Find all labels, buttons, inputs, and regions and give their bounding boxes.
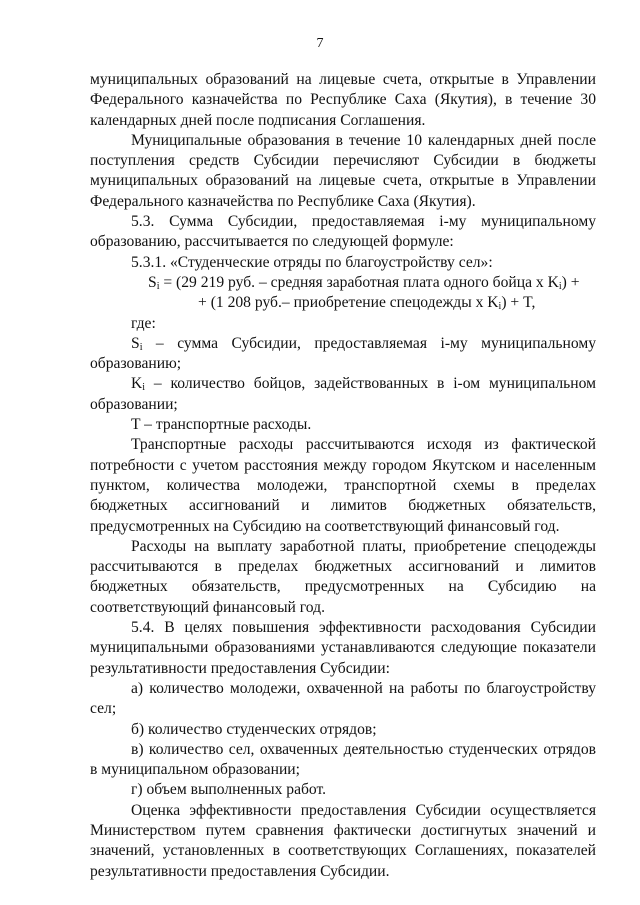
formula-part: ) + T, [501, 294, 536, 312]
indicator-b: б) количество студенческих отрядов; [131, 720, 377, 738]
definition-text: – количество бойцов, задействованных в i-ом муниципальном образовании; [90, 375, 596, 413]
page-number: 7 [316, 36, 324, 51]
symbol: S [131, 334, 140, 352]
where-label: где: [131, 314, 156, 332]
definition-text: – сумма Субсидии, предоставляемая i-му муниципальному образованию; [90, 334, 596, 373]
paragraph-transport: Транспортные расходы рассчитываются исходя из фактической потребности с учетом расстояния между городом Якутском и населенным пунктом, количества молодежи, транспортной схемы в пределах бюджетных ассигнований и лимитов бюджетных обязательств, предусмотренных на Субсидию на соответствующий финансовый год. [90, 436, 596, 535]
indicator-a: а) количество молодежи, охваченной на работы по благоустройству сел; [90, 679, 596, 718]
formula-sub-i: i [558, 280, 562, 292]
formula-part: = (29 219 руб. – средняя заработная плата одного бойца х K [159, 273, 559, 291]
formula-part: ) + [561, 273, 580, 291]
document-body [90, 70, 596, 882]
formula-sub-i: i [498, 301, 502, 313]
formula-sub-i: i [156, 280, 160, 292]
section-5-3: 5.3. Сумма Субсидии, предоставляемая i-му муниципальному образованию, рассчитывается по следующей формуле: [90, 213, 596, 251]
paragraph-salary: Расходы на выплату заработной платы, приобретение спецодежды рассчитываются в пределах бюджетных ассигнований и лимитов бюджетных обязательств, предусмотренных на Субсидию на соответствующий финансовый год. [90, 537, 596, 616]
formula-line-2 [90, 293, 596, 313]
section-5-3-1: 5.3.1. «Студенческие отряды по благоустройству сел»: [131, 253, 493, 271]
paragraph-evaluation: Оценка эффективности предоставления Субсидии осуществляется Министерством путем сравнения фактически достигнутых значений и значений, установленных в соответствующих Соглашениях, показателей результативности предоставления Субсидии. [90, 801, 596, 880]
symbol-sub: i [142, 382, 146, 394]
paragraph-transfer: Муниципальные образования в течение 10 календарных дней после поступления средств Субсидии перечисляют Субсидии в бюджеты муниципальных образований на лицевые счета, открытые в Управлении Федерального казначейства по Республике Саха (Якутия). [90, 131, 596, 210]
symbol: K [131, 375, 143, 393]
definition-ki [90, 374, 596, 415]
section-5-4: 5.4. В целях повышения эффективности расходования Субсидии муниципальными образованиями устанавливаются следующие показатели результативности предоставления Субсидии: [90, 619, 596, 677]
formula-s: S [148, 273, 157, 291]
definition-t: T – транспортные расходы. [131, 416, 312, 434]
definition-si [90, 334, 596, 375]
formula-line-1 [90, 273, 596, 293]
symbol-sub: i [139, 341, 143, 353]
paragraph-continuation: муниципальных образований на лицевые счета, открытые в Управлении Федерального казначейства по Республике Саха (Якутия), в течение 30 календарных дней после подписания Соглашения. [90, 71, 596, 129]
formula-part: + (1 208 руб.– приобретение спецодежды х K [198, 294, 499, 312]
indicator-c: в) количество сел, охваченных деятельностью студенческих отрядов в муниципальном образовании; [90, 740, 596, 779]
indicator-d: г) объем выполненных работ. [131, 781, 327, 799]
